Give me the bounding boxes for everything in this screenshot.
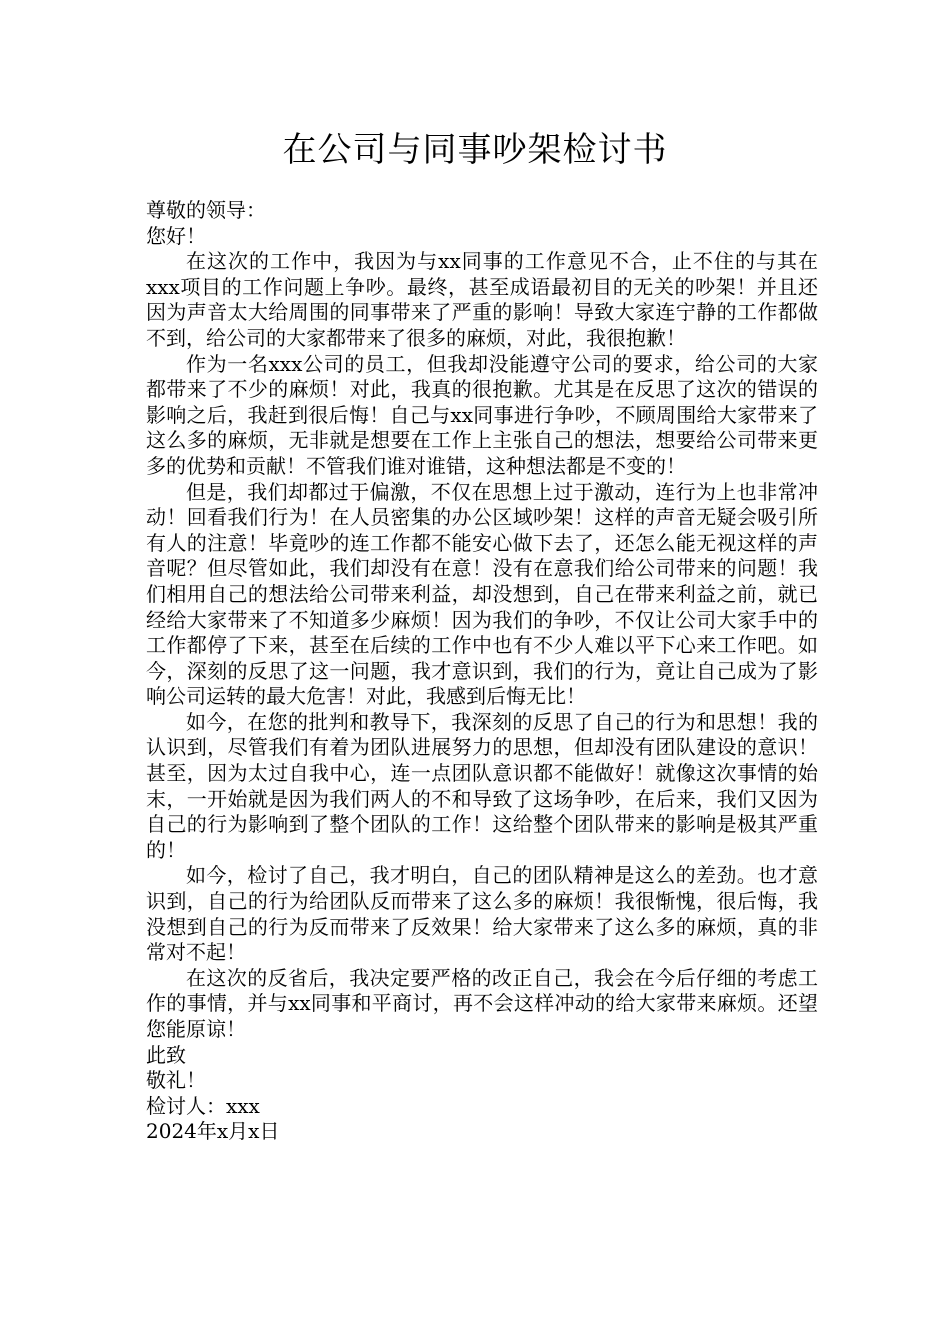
paragraph-6: 在这次的反省后，我决定要严格的改正自己，我会在今后仔细的考虑工作的事情，并与xx同事和平商讨，再不会这样冲动的给大家带来麻烦。还望您能原谅！ [146, 965, 818, 1041]
closing-line-1: 此致 [146, 1042, 186, 1067]
salutation: 尊敬的领导： [146, 198, 266, 222]
date: 2024年x月x日 [146, 1119, 280, 1144]
paragraph-3: 但是，我们却都过于偏激，不仅在思想上过于激动，连行为上也非常冲动！回看我们行为！在人员密集的办公区域吵架！这样的声音无疑会吸引所有人的注意！毕竟吵的连工作都不能安心做下去了，还怎么能无视这样的声音呢？但尽管如此，我们却没有在意！没有在意我们给公司带来的问题！我们相用自己的想法给公司带来利益，却没想到，自己在带来利益之前，就已经给大家带来了不知道多少麻烦！因为我们的争吵，不仅让公司大家手中的工作都停了下来，甚至在后续的工作中也有不少人难以平下心来工作吧。如今，深刻的反思了这一问题，我才意识到，我们的行为，竟让自己成为了影响公司运转的最大危害！对此，我感到后悔无比！ [146, 479, 818, 709]
paragraph-1: 在这次的工作中，我因为与xx同事的工作意见不合，止不住的与其在xxx项目的工作问题上争吵。最终，甚至成语最初目的无关的吵架！并且还因为声音太大给周围的同事带来了严重的影响！导致大家连宁静的工作都做不到，给公司的大家都带来了很多的麻烦，对此，我很抱歉！ [146, 249, 818, 350]
greeting: 您好！ [146, 223, 206, 248]
closing-line-2: 敬礼！ [146, 1068, 206, 1093]
paragraph-5: 如今，检讨了自己，我才明白，自己的团队精神是这么的差劲。也才意识到，自己的行为给团队反而带来了这么多的麻烦！我很惭愧，很后悔，我没想到自己的行为反而带来了反效果！给大家带来了这么多的麻烦，真的非常对不起！ [146, 863, 818, 965]
document-title: 在公司与同事吵架检讨书 [282, 130, 668, 170]
paragraph-4: 如今，在您的批判和教导下，我深刻的反思了自己的行为和思想！我的认识到，尽管我们有着为团队进展努力的思想，但却没有团队建设的意识！甚至，因为太过自我中心，连一点团队意识都不能做好！就像这次事情的始末，一开始就是因为我们两人的不和导致了这场争吵，在后来，我们又因为自己的行为影响到了整个团队的工作！这给整个团队带来的影响是极其严重的！ [146, 709, 818, 862]
signature: 检讨人：xxx [146, 1093, 260, 1118]
document-body [146, 198, 818, 1145]
paragraph-2: 作为一名xxx公司的员工，但我却没能遵守公司的要求，给公司的大家都带来了不少的麻烦！对此，我真的很抱歉。尤其是在反思了这次的错误的影响之后，我赶到很后悔！自己与xx同事进行争吵，不顾周围给大家带来了这么多的麻烦，无非就是想要在工作上主张自己的想法，想要给公司带来更多的优势和贡献！不管我们谁对谁错，这种想法都是不变的！ [146, 351, 818, 478]
